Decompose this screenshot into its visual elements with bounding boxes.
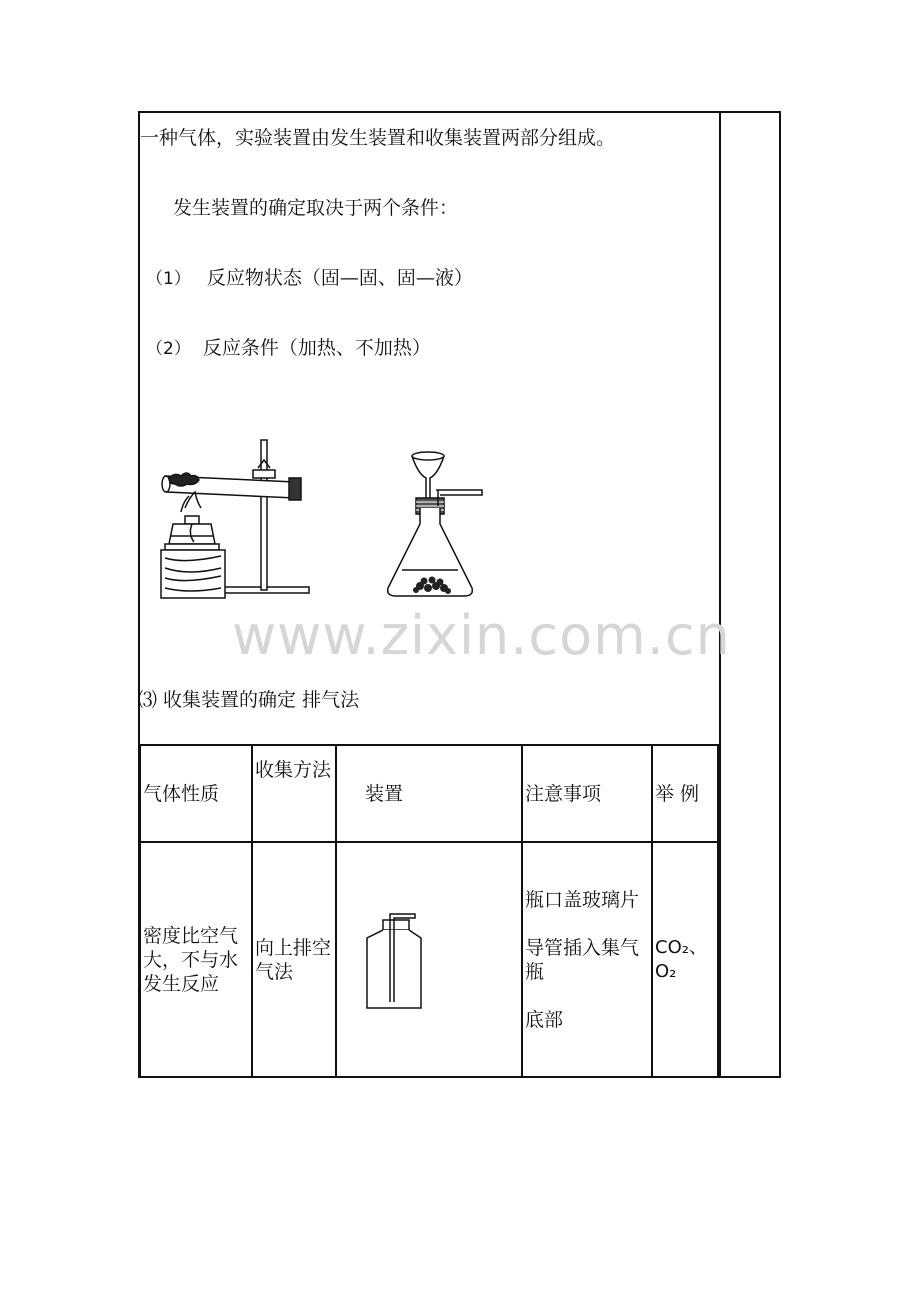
section-3-heading: ⑶ 收集装置的确定 排气法 [138, 689, 360, 711]
cell-method: 向上排空气法 [252, 842, 336, 1077]
condition-1-number: （1） [146, 269, 191, 289]
note-line-1: 瓶口盖玻璃片 [525, 888, 640, 911]
cell-notes [522, 842, 652, 1077]
header-notes: 注意事项 [522, 745, 652, 842]
gas-collection-bottle-diagram [359, 908, 429, 1012]
condition-2-text: 反应条件（加热、不加热） [202, 337, 431, 359]
table-row [140, 842, 718, 1077]
cell-apparatus [336, 842, 522, 1077]
heating-apparatus-diagram [155, 432, 315, 604]
condition-1 [146, 266, 473, 291]
condition-2 [146, 336, 431, 361]
header-example: 举 例 [652, 745, 718, 842]
note-line-3: 底部 [525, 1008, 564, 1031]
flask-apparatus-diagram [380, 448, 490, 600]
watermark: www.zixin.com.cn [232, 604, 731, 667]
header-property: 气体性质 [140, 745, 252, 842]
table-header-row [140, 745, 718, 842]
cell-property: 密度比空气大，不与水发生反应 [140, 842, 252, 1077]
condition-2-number: （2） [146, 339, 191, 359]
condition-1-text: 反应物状态（固—固、固—液） [206, 267, 473, 289]
collection-method-table [139, 744, 719, 1078]
right-column-divider [719, 111, 721, 1078]
header-method: 收集方法 [252, 745, 336, 842]
cell-example: CO₂、O₂ [652, 842, 718, 1077]
condition-heading: 发生装置的确定取决于两个条件： [173, 197, 459, 219]
header-apparatus: 装置 [336, 745, 522, 842]
note-line-2: 导管插入集气瓶 [525, 936, 640, 983]
intro-line: 一种气体，实验装置由发生装置和收集装置两部分组成。 [140, 127, 616, 149]
